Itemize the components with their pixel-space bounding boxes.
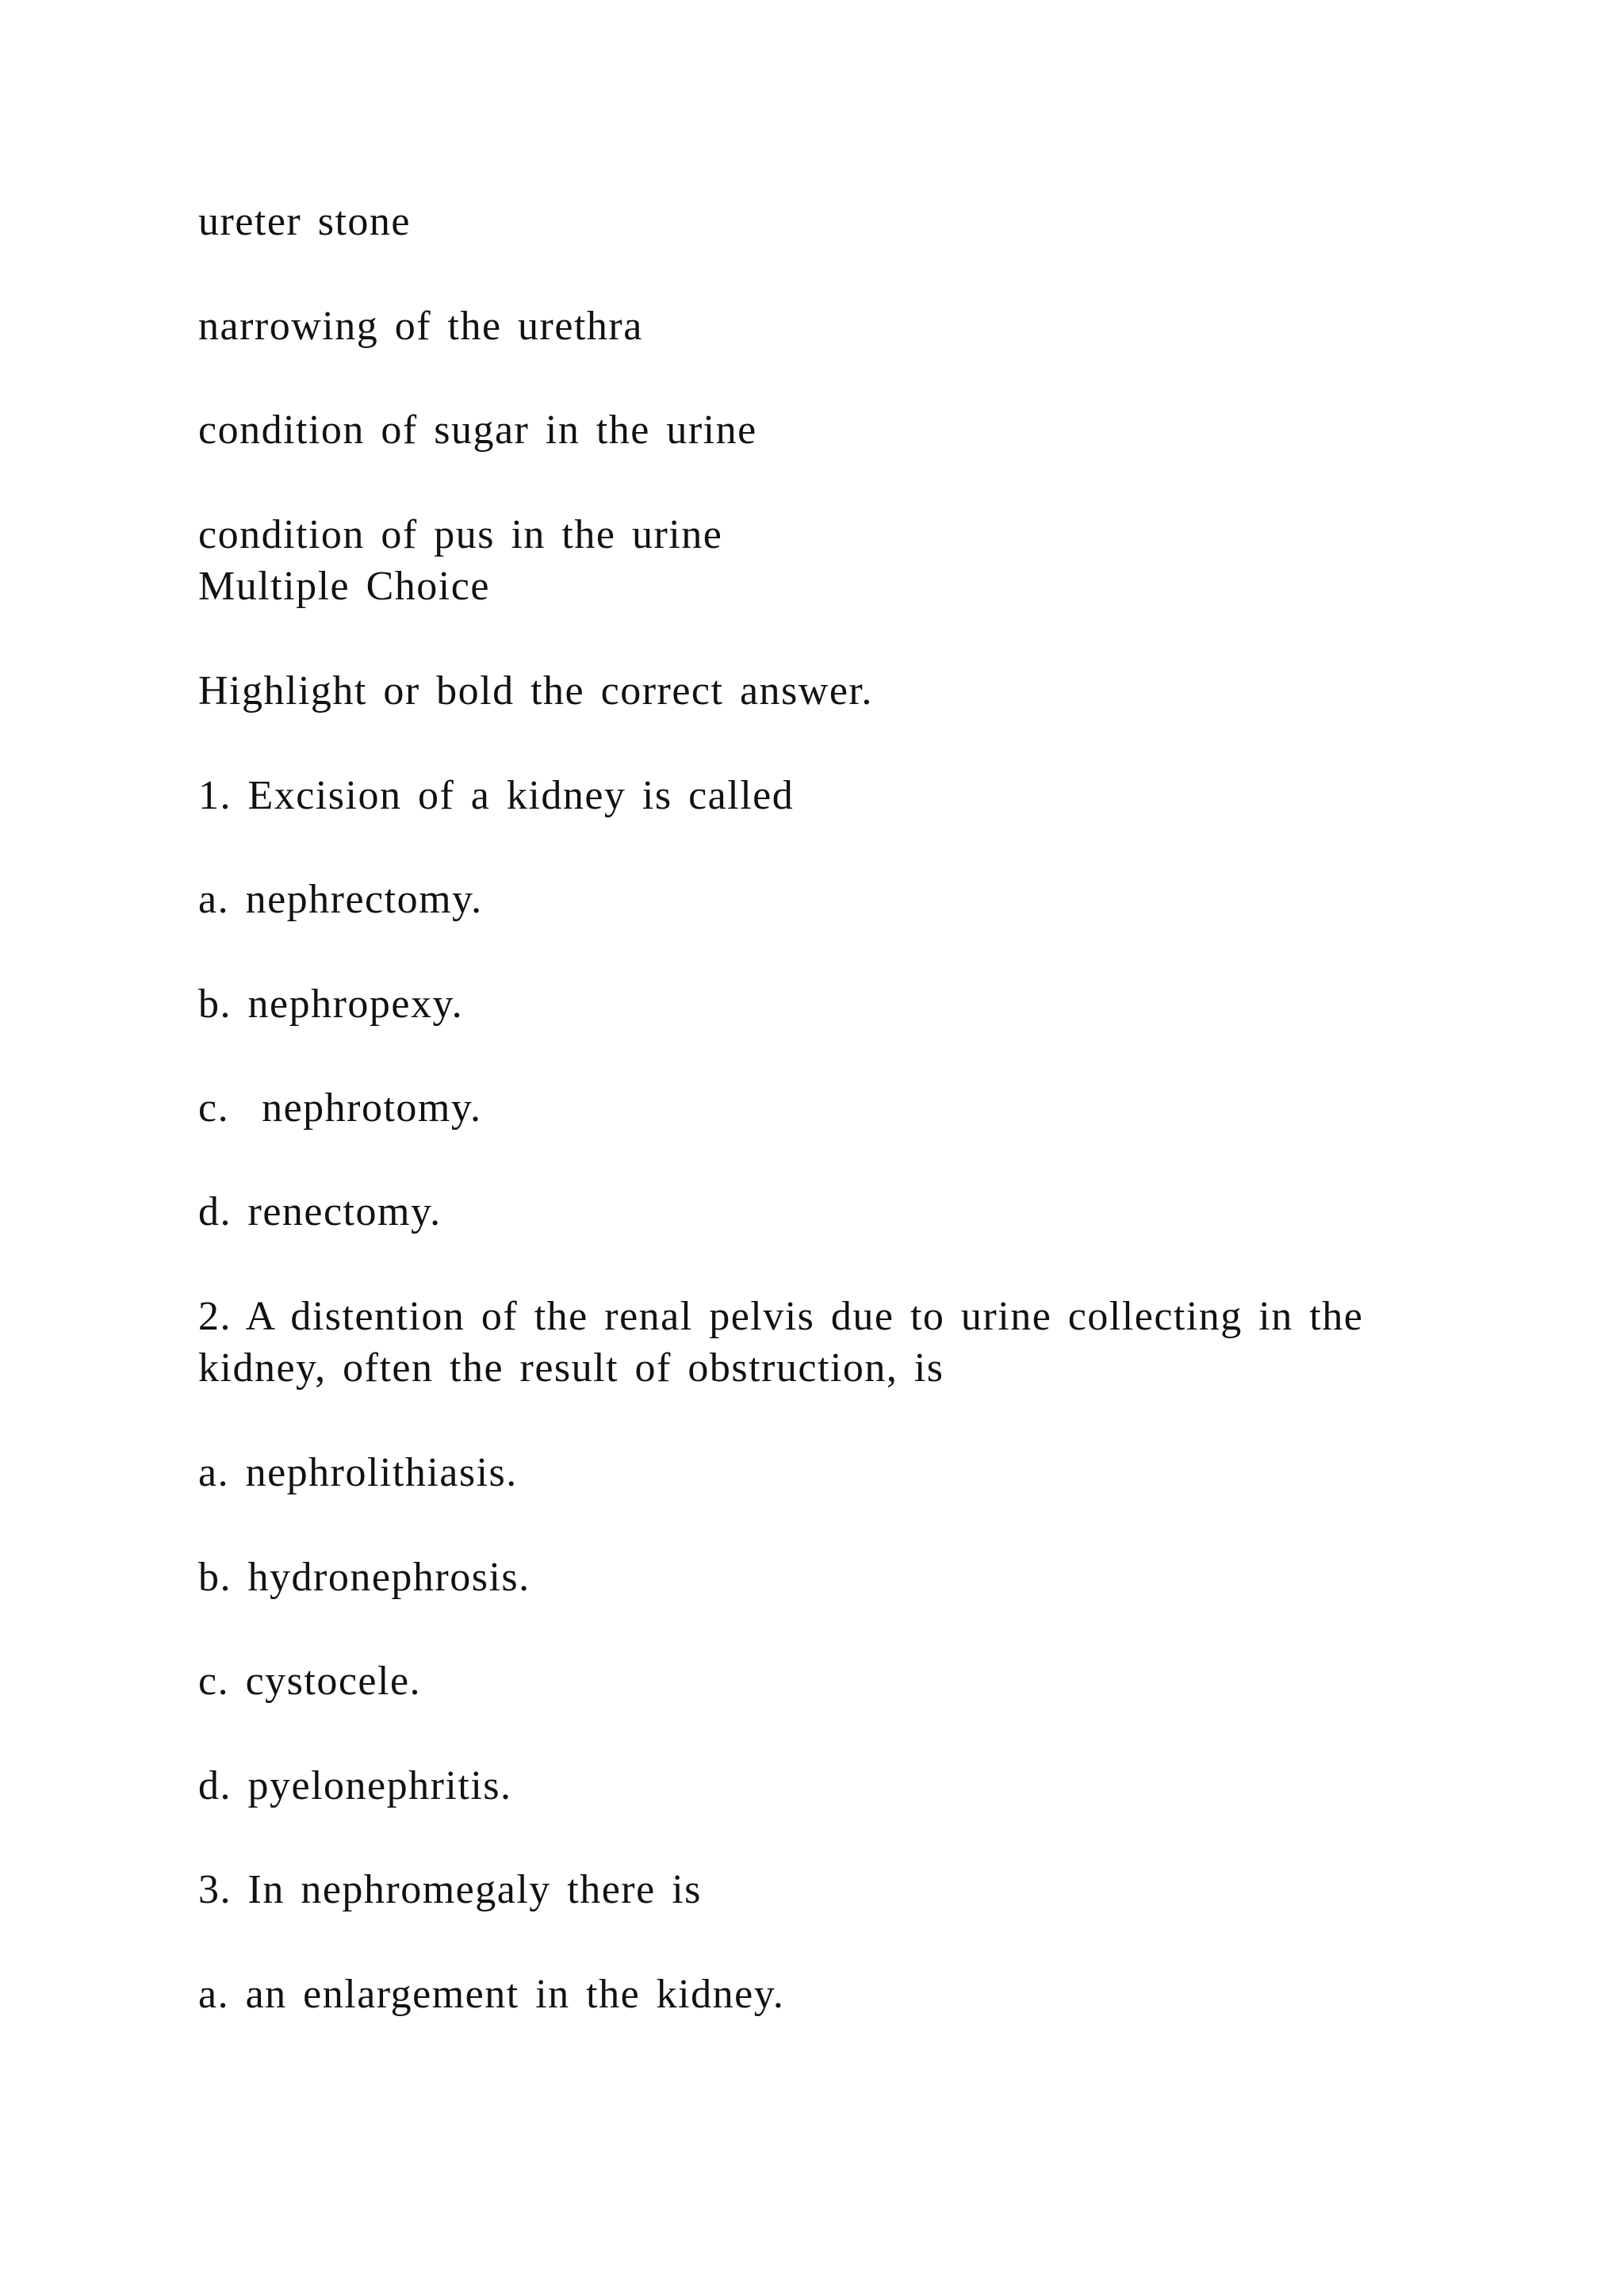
term-ureter-stone: ureter stone bbox=[198, 199, 412, 244]
question-2-option-a: a. nephrolithiasis. bbox=[198, 1450, 518, 1495]
question-1-option-c: c. nephrotomy. bbox=[198, 1085, 482, 1131]
question-2-prompt-line-1: 2. A distention of the renal pelvis due to urine collecting in the bbox=[198, 1294, 1364, 1339]
instruction-text: Highlight or bold the correct answer. bbox=[198, 668, 873, 714]
question-2-option-c: c. cystocele. bbox=[198, 1659, 422, 1704]
question-2-prompt-line-2: kidney, often the result of obstruction, is bbox=[198, 1345, 944, 1391]
term-narrowing-urethra: narrowing of the urethra bbox=[198, 304, 643, 349]
question-3-prompt: 3. In nephromegaly there is bbox=[198, 1867, 702, 1912]
question-1-option-d: d. renectomy. bbox=[198, 1189, 442, 1234]
question-1-option-a: a. nephrectomy. bbox=[198, 877, 483, 922]
question-2-option-b: b. hydronephrosis. bbox=[198, 1555, 530, 1600]
question-1-option-b: b. nephropexy. bbox=[198, 982, 464, 1027]
question-1-prompt: 1. Excision of a kidney is called bbox=[198, 773, 795, 818]
question-2-option-d: d. pyelonephritis. bbox=[198, 1763, 512, 1808]
term-sugar-in-urine: condition of sugar in the urine bbox=[198, 408, 757, 453]
question-3-option-a: a. an enlargement in the kidney. bbox=[198, 1972, 785, 2017]
section-title: Multiple Choice bbox=[198, 564, 490, 609]
term-pus-in-urine: condition of pus in the urine bbox=[198, 512, 723, 557]
